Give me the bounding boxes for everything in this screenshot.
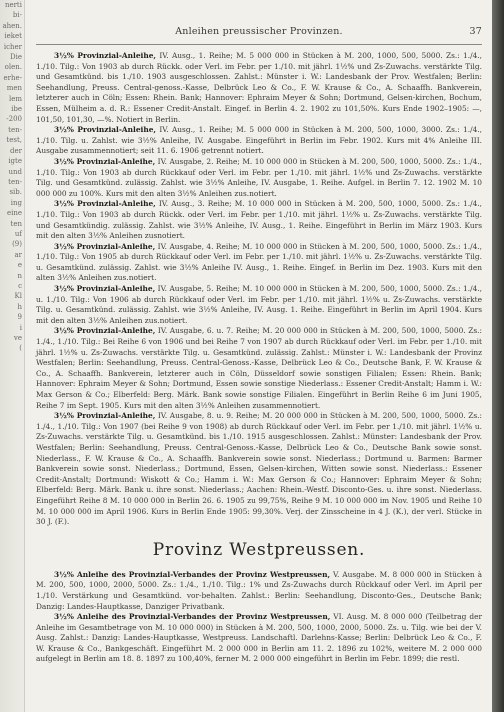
entry-paragraph <box>36 242 482 284</box>
bleed-fragment: olen. <box>4 63 22 72</box>
entry-text: VI. Ausg. M. 8 000 000 (Teilbetrag der Anleihe im Gesamtbetrage von M. 10 000 000) in Stücken à M. 200, 500, 1000, 2000, 5000. Zs. u. Tilg. wie bei der V. Ausg. Zahlst.: Danzig: Landes-Hauptkasse, Westpreuss. Landschaftl. Darlehns-Kasse; Berlin: Delbrück Leo & Co., F. W. Krause & Co., Bankgeschäft. Eingeführt M. 2 000 000 in Berlin am 11. 2. 1896 zu 102%, weitere M. 2 000 000 aufgelegt in Berlin am 18. 8. 1897 zu 100,40%, ferner M. 2 000 000 eingeführt in Berlin im Febr. 1899; die restl. <box>36 612 482 664</box>
bleed-fragment: lem <box>8 94 22 103</box>
bleed-fragment: igte <box>8 157 22 166</box>
bleed-fragment: Kl <box>14 292 22 301</box>
entry-paragraph <box>36 570 482 612</box>
bleed-fragment: ibe <box>11 105 22 114</box>
bleed-fragment: und <box>8 167 22 176</box>
entry-text: IV. Ausgabe, 4. Reihe; M. 10 000 000 in Stücken à M. 200, 500, 1000, 5000. Zs.: 1./4., 1./10. Tilg.: Von 1905 ab durch Rückkauf oder Verl. im Febr. per 1./10. mit jährl. 1½% u. Zs-Zuwachs. verstärkte Tilg. u. Gesamtkünd. zulässig. Zahlst. wie 3½% Anleihe IV. Ausg., 1. Reihe. Eingef. in Berlin im Dez. 1903. Kurs mit den alten 3½% Anleihen zus.notiert. <box>36 241 482 283</box>
running-head <box>36 26 482 40</box>
entry-paragraph <box>36 411 482 528</box>
entry-text: IV. Ausg., 1. Reihe; M. 5 000 000 in Stücken à M. 200, 500, 1000, 3000. Zs.: 1./4., 1./10. Tilg. u. Zahlst. wie 3½% Anleihe, IV. Ausgabe. Eingeführt in Berlin im Febr. 1902. Kurs mit 4% Anleihe III. Ausgabe zusammennotiert; seit 11. 6. 1906 getrennt notiert. <box>36 125 483 156</box>
entry-text: IV. Ausgabe, 2. Reihe; M. 10 000 000 in Stücken à M. 200, 500, 1000, 5000. Zs.: 1./4., 1./10. Tilg.: Von 1903 ab durch Rückkauf oder Verl. im Febr. per 1./10. mit jährl. 1½% und Zs-Zuwachs. verstärkte Tilg. und Gesamtkünd. zulässig. Zahlst. wie 3½% Anleihe, IV. Ausgabe, 1. Reihe. Aufgel. in Berlin 7. 12. 1902 M. 10 000 000 zu 100%. Kurs mit den alten 3½% Anleihen zus.notiert. <box>36 156 482 198</box>
entry-list <box>36 51 482 528</box>
bleed-fragment: der <box>10 146 22 155</box>
entry-heading: 3½% Provinzial-Anleihe, <box>54 411 156 421</box>
bleed-fragment: ar <box>14 250 22 259</box>
entry-paragraph <box>36 125 482 157</box>
entry-text: IV. Ausgabe, 8. u. 9. Reihe; M. 20 000 000 in Stücken à M. 200, 500, 1000, 5000. Zs.: 1./4., 1./10. Tilg.: Von 1907 (bei Reihe 9 von 1908) ab durch Rückkauf oder Verl. im Febr. per 1./10. mit jährl. 1½% u. Zs-Zuwachs. verstärkte Tilg. u. Gesamtkünd. bis 1./10. 1915 ausgeschlossen. Zahlst.: Münster: Landesbank der Prov. Westfalen; Berlin: Seehandlung, Preuss. Central-Genoss.-Kasse, Delbrück Leo & Co., Deutsche Bank sowie sonst. Niederlass., F. W. Krause & Co., A. Schaaffh. Bankverein sowie sonst. Niederlass.; Dortmund u. Barmen: Barmer Bankverein sowie sonst. Niederlass.; Dortmund, Essen, Gelsen-kirchen, Witten sowie sonst. Niederlass.: Essener Credit-Anstalt; Dortmund: Wiskott & Co.; Hamm i. W.: Max Gerson & Co.; Hannover: Ephraim Meyer & Sohn; Elberfeld: Berg. Märk. Bank u. ihre sonst. Niederlass.; Aachen: Rhein.-Westf. Disconto-Ges. u. ihre sonst. Niederlass. Eingeführt Reihe 8 M. 10 000 000 in Berlin 26. 6. 1905 zu 99,75%, Reihe 9 M. 10 000 000 im Nov. 1905 und Reihe 10 M. 10 000 000 im April 1906. Kurs in Berlin Ende 1905: 99,30%. Verj. der Zinsscheine in 4 J. (K.), der verl. Stücke in 30 J. (F.). <box>36 411 482 527</box>
entry-heading: 3½% Provinzial-Anleihe, <box>54 284 156 294</box>
bleed-fragment: ve <box>13 334 22 342</box>
bleed-fragment: e <box>17 261 22 270</box>
entry-heading: 3½% Anleihe des Provinzial-Verbandes der Provinz Westpreussen, <box>54 569 331 579</box>
entry-paragraph <box>36 51 482 125</box>
bleed-fragment: ten- <box>8 177 22 186</box>
book-spine-shadow <box>492 0 504 712</box>
bleed-fragment: ( <box>19 344 22 353</box>
running-head-title: Anleihen preussischer Provinzen. <box>175 26 343 37</box>
bleed-fragment: i <box>19 323 22 332</box>
bleed-fragment: Die <box>10 53 22 62</box>
entry-text: V. Ausgabe. M. 8 000 000 in Stücken à M. 200, 500, 1000, 2000, 5000. Zs.: 1./4., 1./10. Tilg.: 1% und Zs-Zuwachs durch Rückkauf oder Verl. im April per 1./10. Verstärkung und Gesamtkünd. vor-behalten. Zahlst.: Berlin: Seehandlung, Disconto-Ges., Deutsche Bank; Danzig: Landes-Hauptkasse, Danziger Privatbank. <box>36 569 482 611</box>
bleed-fragment: men <box>6 84 22 93</box>
entry-paragraph <box>36 612 482 665</box>
bleed-fragment: erhe- <box>3 73 22 82</box>
entry-heading: 3½% Anleihe des Provinzial-Verbandes der Provinz Westpreussen, <box>54 612 331 622</box>
entry-text: IV. Ausg., 1. Reihe; M. 5 000 000 in Stücken à M. 200, 1000, 500, 5000. Zs.: 1./4., 1./10. Tilg.: Von 1903 ab durch Rückk. oder Verl. im Febr. per 1./10. mit jährl. 1½% und Zs-Zuwachs. verstärkte Tilg. und Gesamtkünd. bis 1./10. 1903 ausgeschlossen. Zahlst.: Münster i. W.: Landesbank der Prov. Westfalen; Berlin: Seehandlung, Preuss. Central-genoss.-Kasse, Delbrück Leo & Co., F. W. Krause & Co., A. Schaaffh. Bankverein, letzterer auch in Cöln; Essen: Rhein. Bank; Hannover: Ephraim Meyer & Sohn; Dortmund, Gelsen-kirchen, Bochum, Essen, Mülheim a. d. R.: Essener Credit-Anstalt. Eingef. in Berlin 4. 2. 1902 zu 101,50%. Kurs Ende 1902–1905: —, 101,50, 101,30, —%. Notiert in Berlin. <box>36 51 483 124</box>
section-title: Provinz Westpreussen. <box>152 539 366 560</box>
bleed-fragment: ing <box>10 198 22 207</box>
page-content <box>36 26 482 665</box>
bleed-fragment: (9) <box>12 240 22 249</box>
facing-page-edge <box>0 0 25 712</box>
bleed-fragment: ahen. <box>2 21 22 30</box>
entry-text: IV. Ausg., 3. Reihe; M. 10 000 000 in Stücken à M. 200, 500, 1000, 5000. Zs.: 1./4., 1./10. Tilg.: Von 1903 ab durch Rückk. oder Verl. im Febr. per 1./10. mit jährl. 1½% u. Zs-Zuwachs. verstärkte Tilg. und Gesamtkündig. zulässig. Zahlst. wie 3½% Anleihe, IV. Ausg., 1. Reihe. Eingeführt in Berlin im März 1903. Kurs mit den alten 3½% Anleihen zusnotiert. <box>36 199 483 241</box>
bleed-fragment: test, <box>6 136 22 145</box>
bleed-fragment: h <box>17 302 22 311</box>
page-number: 37 <box>469 26 482 37</box>
entry-text: IV. Ausgabe, 5. Reihe; M. 10 000 000 in Stücken à M. 200, 500, 1000, 5000. Zs.: 1./4., u. 1./10. Tilg.: Von 1906 ab durch Rückkauf oder Verl. im Febr. per 1./10. mit jährl. 1½% u. Zs-Zuwachs. verstärkte Tilg. u. Gesamtkünd. zulässig. Zahlst. wie 3½% Anleihe, IV. Ausg. 1. Reihe. Eingeführt in Berlin im April 1904. Kurs mit den alten 3½% Anleihen zus.notiert. <box>36 284 482 325</box>
entry-heading: 3½% Provinzial-Anleihe, <box>54 241 156 251</box>
bleed-fragment: ten- <box>8 125 22 134</box>
entry-heading: 3½% Provinzial-Anleihe, <box>54 125 157 135</box>
bleed-fragment: ieket <box>4 32 22 41</box>
entry-text: IV. Ausgabe, 6. u. 7. Reihe; M. 20 000 000 in Stücken à M. 200, 500, 1000, 5000. Zs.: 1./4., 1./10. Tilg.: Bei Reihe 6 von 1906 und bei Reihe 7 von 1907 ab durch Rückkauf oder Verl. im Febr. per 1./10. mit jährl. 1½% u. Zs-Zuwachs. verstärkte Tilg. u. Gesamtkünd. zulässig. Zahlst.: Münster i. W.: Landesbank der Provinz Westfalen; Berlin: Seehandlung, Preuss. Central-Genoss.-Kasse, Delbrück Leo & Co., Deutsche Bank, F. W. Krause & Co., A. Schaaffh. Bankverein, letzterer auch in Cöln, Düsseldorf sowie sonstigen Filialen; Essen: Rhein. Bank; Hannover: Ephraim Meyer & Sohn; Dortmund, Essen sowie sonstige Niederlass.: Essener Credit-Anstalt; Hamm i. W.: Max Gerson & Co.; Elberfeld: Berg. Märk. Bank sowie sonstige Filialen. Eingeführt in Berlin Reihe 6 im Juni 1905, Reihe 7 im Sept. 1905. Kurs mit den alten 3½% Anleihen zusammennotiert. <box>36 326 482 410</box>
bleed-fragment: icher <box>3 42 22 51</box>
bleed-fragment: eine <box>6 209 22 218</box>
bleed-fragment: sib. <box>9 188 22 197</box>
entry-heading: 3½% Provinzial-Anleihe, <box>54 51 157 60</box>
entry-heading: 3½% Provinzial-Anleihe, <box>54 199 156 209</box>
entry-heading: 3½% Provinzial-Anleihe, <box>54 156 156 166</box>
bleed-fragment: n <box>17 271 22 280</box>
entry-paragraph <box>36 157 482 199</box>
entry-paragraph <box>36 284 482 326</box>
bleed-fragment: nerti <box>4 1 22 9</box>
entry-list-westpreussen <box>36 570 482 665</box>
bleed-fragment: uf <box>14 229 22 238</box>
bleed-fragment: ten <box>10 219 22 228</box>
header-rule <box>36 44 482 45</box>
entry-heading: 3½% Provinzial-Anleihe, <box>54 326 156 336</box>
bleed-fragment: -200 <box>6 115 22 124</box>
entry-paragraph <box>36 326 482 411</box>
bleed-fragment: 9 <box>17 313 22 322</box>
entry-paragraph <box>36 199 482 241</box>
bleed-fragment: bi- <box>12 11 22 20</box>
bleed-fragment: c <box>18 281 22 290</box>
